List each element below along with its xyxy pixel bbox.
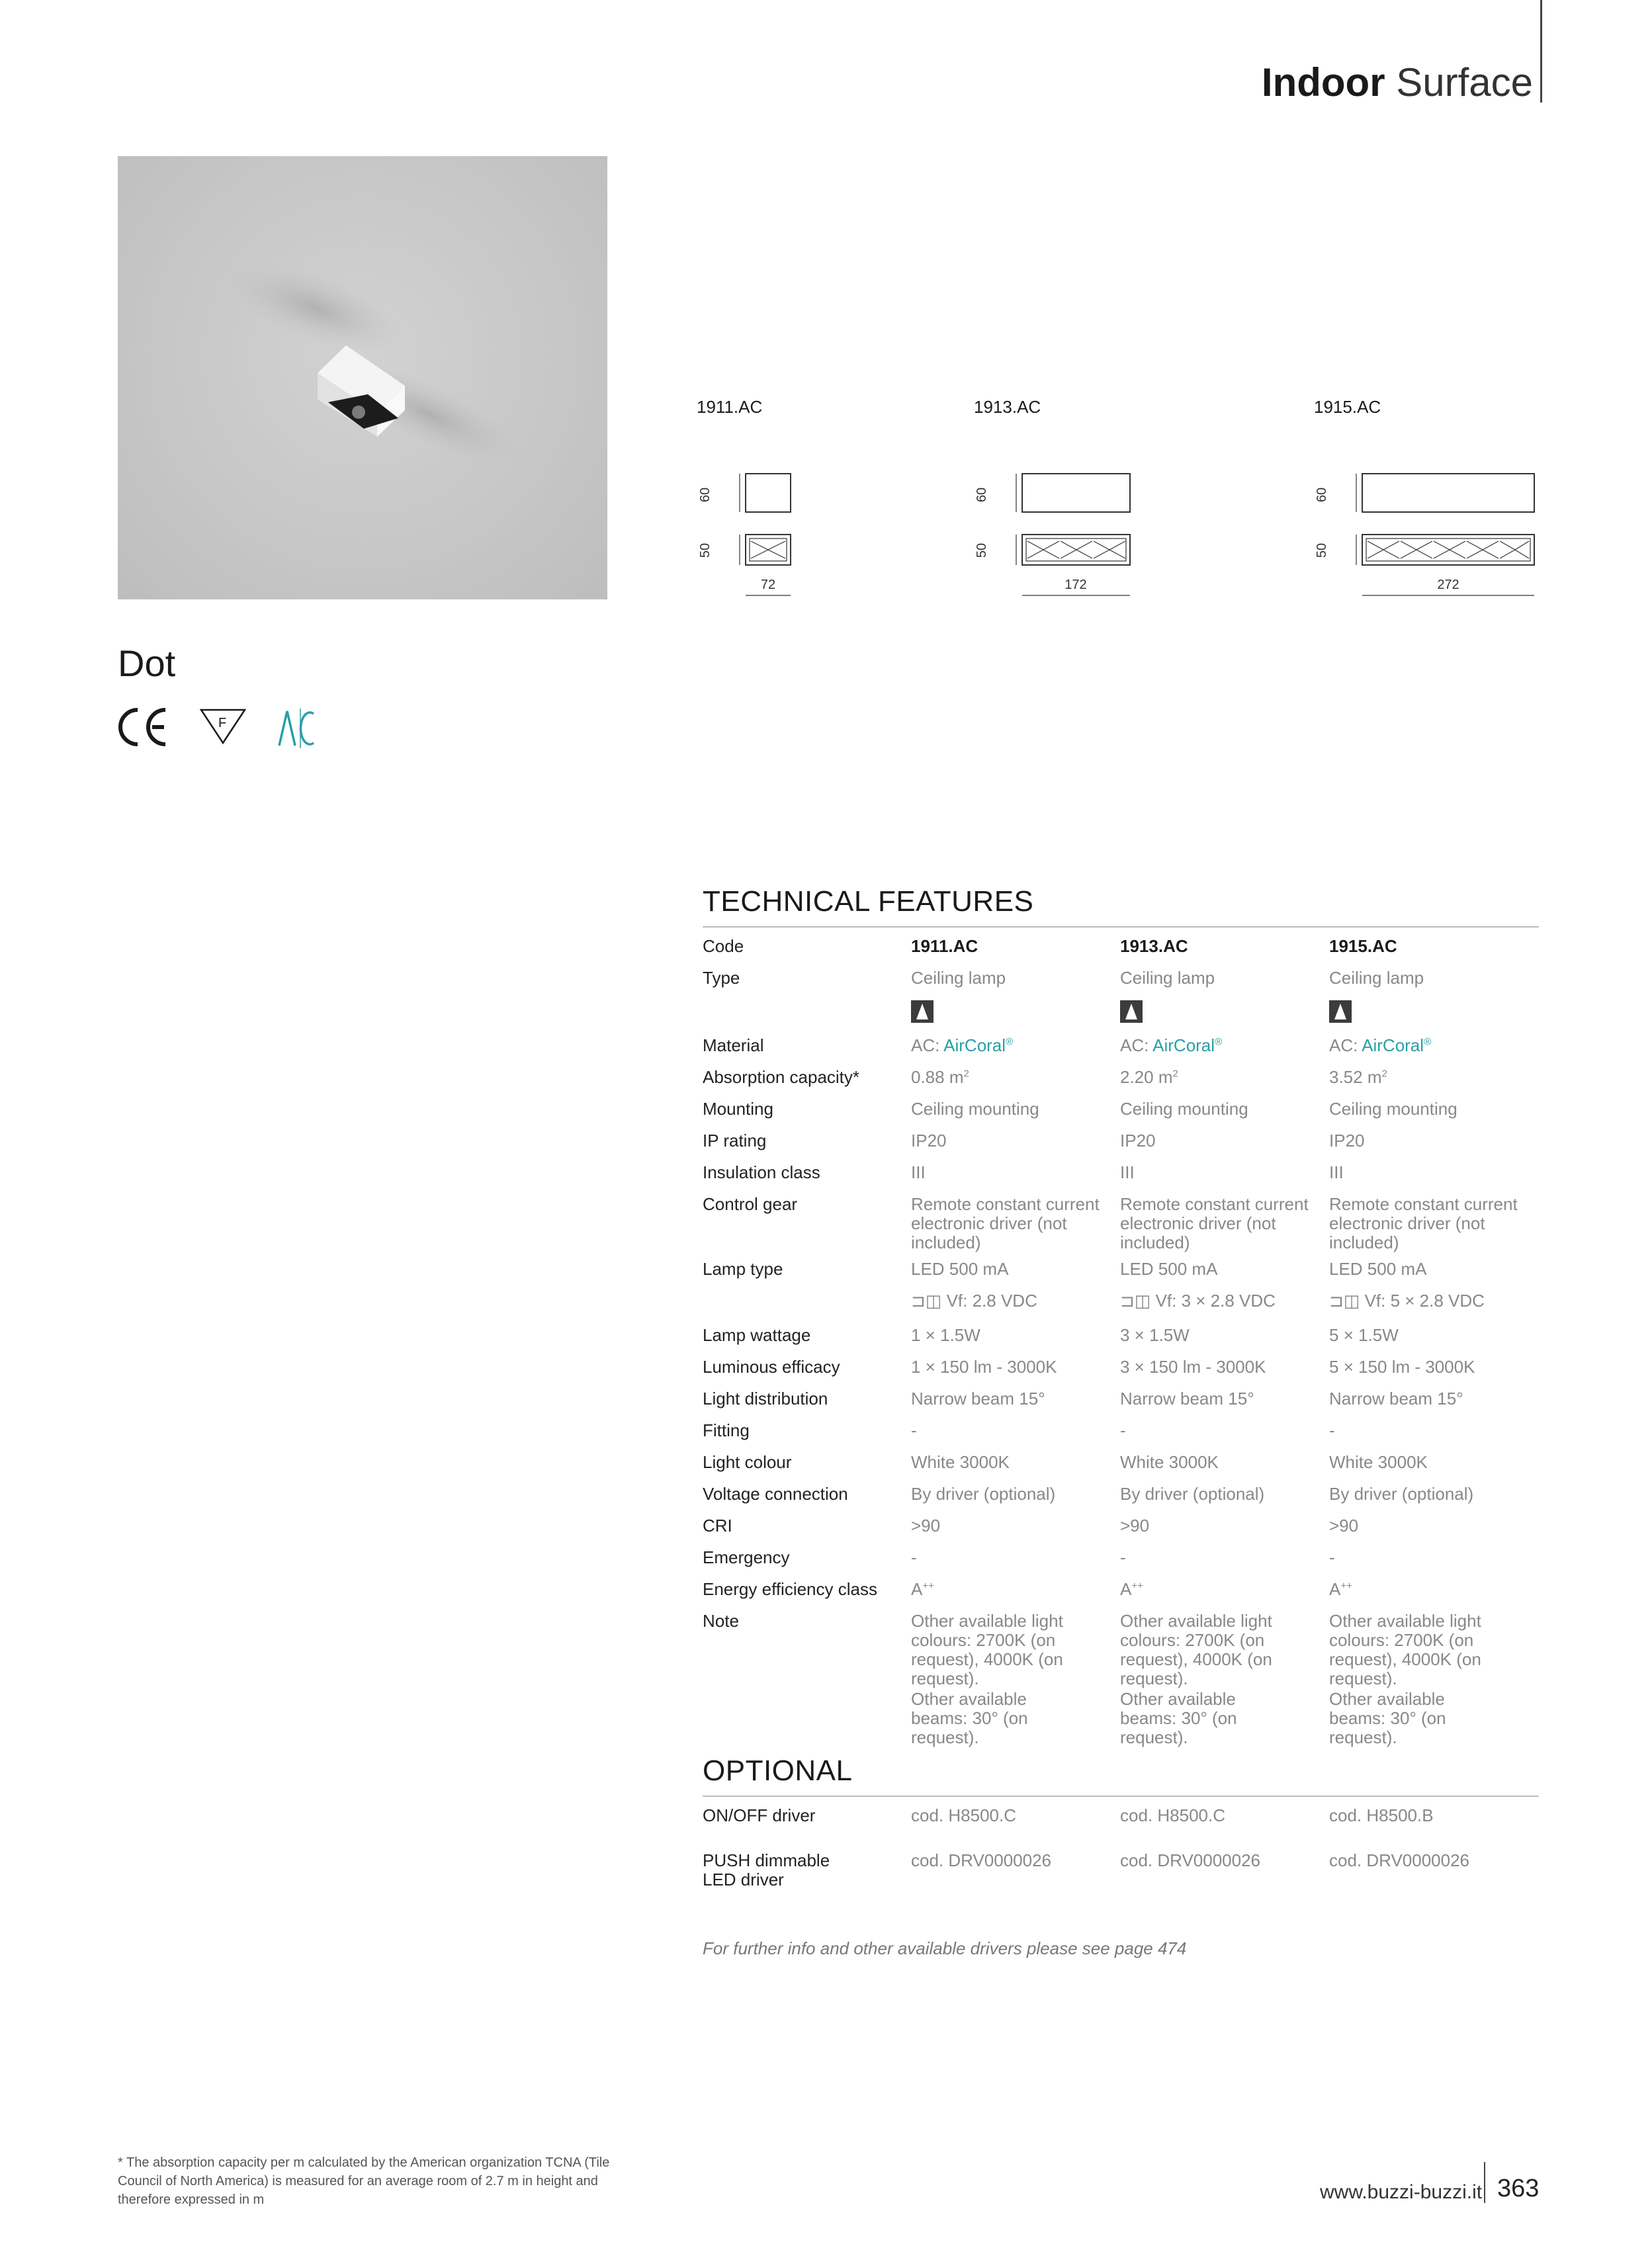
row-label: ON/OFF driver xyxy=(703,1805,816,1825)
value-cell: 1 × 150 lm - 3000K xyxy=(911,1357,1057,1377)
value-cell: Remote constant current electronic driver (not included) xyxy=(911,1194,1100,1252)
drawing-2-height-top: 60 xyxy=(975,487,989,503)
section-title xyxy=(1262,60,1533,105)
certification-row xyxy=(118,705,316,751)
value-cell: cod. DRV0000026 xyxy=(1120,1850,1261,1870)
value-cell: AC: AirCoral® xyxy=(911,1035,1014,1055)
value-cell: Narrow beam 15° xyxy=(1329,1389,1463,1408)
value-cell: LED 500 mA xyxy=(1120,1259,1218,1279)
value-cell: LED 500 mA xyxy=(911,1259,1009,1279)
row-label: IP rating xyxy=(703,1131,767,1150)
website-url: www.buzzi-buzzi.it xyxy=(1320,2181,1483,2203)
value-cell: 5 × 1.5W xyxy=(1329,1325,1399,1345)
value-cell: LED 500 mA xyxy=(1329,1259,1427,1279)
value-cell: Other available light colours: 2700K (on request), 4000K (on request). xyxy=(1329,1611,1481,1688)
value-cell: 1 × 1.5W xyxy=(911,1325,980,1345)
ceiling-lamp-photo xyxy=(118,156,607,599)
value-cell: A++ xyxy=(1329,1579,1352,1599)
ceiling-lamp-icon xyxy=(911,1000,934,1023)
drawing-3-width: 272 xyxy=(1437,578,1459,592)
value-cell: AC: AirCoral® xyxy=(1120,1035,1223,1055)
drawing-1-width: 72 xyxy=(760,578,776,592)
value-cell: A++ xyxy=(911,1579,934,1599)
row-label: Energy efficiency class xyxy=(703,1579,877,1599)
row-label: Mounting xyxy=(703,1099,773,1119)
value-cell: - xyxy=(911,1547,917,1567)
footnote: * The absorption capacity per m calculated by the American organization TCNA (Tile Council of North America) is measured for an average room of 2.7 m in height and therefore expressed in m xyxy=(118,2155,610,2207)
row-label: Light distribution xyxy=(703,1389,828,1408)
row-label: Fitting xyxy=(703,1420,750,1440)
value-cell: IP20 xyxy=(911,1131,947,1150)
led-plug-icon: ⊐◫ xyxy=(1329,1291,1365,1311)
value-cell: - xyxy=(1120,1420,1126,1440)
value-cell: cod. H8500.B xyxy=(1329,1805,1434,1825)
value-cell: White 3000K xyxy=(911,1452,1010,1472)
code-cell: 1915.AC xyxy=(1329,936,1397,956)
optional-title: OPTIONAL xyxy=(703,1754,853,1787)
value-cell: White 3000K xyxy=(1120,1452,1219,1472)
row-label: Emergency xyxy=(703,1547,790,1567)
value-cell: By driver (optional) xyxy=(1329,1484,1474,1504)
value-cell: Ceiling lamp xyxy=(1120,968,1215,988)
value-cell: cod. DRV0000026 xyxy=(1329,1850,1470,1870)
led-plug-icon: ⊐◫ xyxy=(1120,1291,1156,1311)
further-info-note: For further info and other available drivers please see page 474 xyxy=(703,1938,1187,1958)
value-cell: - xyxy=(911,1420,917,1440)
value-cell: 3 × 1.5W xyxy=(1120,1325,1190,1345)
value-cell: By driver (optional) xyxy=(1120,1484,1265,1504)
value-cell: >90 xyxy=(1329,1516,1359,1536)
drawing-code-1913: 1913.AC xyxy=(974,397,1041,417)
ceiling-lamp-icon xyxy=(1329,1000,1352,1023)
code-cell: 1913.AC xyxy=(1120,936,1188,956)
value-cell: Remote constant current electronic driver (not included) xyxy=(1120,1194,1309,1252)
row-label: Light colour xyxy=(703,1452,792,1472)
value-cell: 3.52 $m^2$ xyxy=(1329,1067,1387,1087)
value-cell: ⊐◫ Vf: 2.8 VDC xyxy=(911,1291,1037,1311)
led-plug-icon: ⊐◫ xyxy=(911,1291,947,1311)
row-label: Lamp type xyxy=(703,1259,783,1279)
value-cell: ⊐◫ Vf: 5 × 2.8 VDC xyxy=(1329,1291,1485,1311)
row-label: Luminous efficacy xyxy=(703,1357,840,1377)
value-cell: 2.20 $m^2$ xyxy=(1120,1067,1178,1087)
value-cell: - xyxy=(1329,1547,1335,1567)
code-cell: 1911.AC xyxy=(911,936,978,956)
drawing-1-height-top: 60 xyxy=(698,487,713,503)
value-cell: By driver (optional) xyxy=(911,1484,1056,1504)
value-cell: Ceiling mounting xyxy=(1329,1099,1457,1119)
value-cell: ⊐◫ Vf: 3 × 2.8 VDC xyxy=(1120,1291,1276,1311)
value-cell: Ceiling lamp xyxy=(1329,968,1424,988)
drawing-2-height-bottom: 50 xyxy=(975,542,989,558)
drawing-2-width: 172 xyxy=(1065,578,1087,592)
ceiling-lamp-icon xyxy=(1120,1000,1143,1023)
value-cell: Other available light colours: 2700K (on request), 4000K (on request). xyxy=(1120,1611,1272,1688)
value-cell: Ceiling lamp xyxy=(911,968,1006,988)
value-cell: cod. H8500.C xyxy=(1120,1805,1225,1825)
row-label: Type xyxy=(703,968,740,988)
optional-rule xyxy=(703,1796,1539,1797)
value-cell: IP20 xyxy=(1120,1131,1156,1150)
value-cell: Other available light colours: 2700K (on request), 4000K (on request). xyxy=(911,1611,1063,1688)
section-title-light: Surface xyxy=(1396,60,1533,105)
technical-features-title: TECHNICAL FEATURES xyxy=(703,885,1034,918)
value-cell: Remote constant current electronic driver (not included) xyxy=(1329,1194,1518,1252)
section-title-bold: Indoor xyxy=(1261,60,1385,105)
value-cell: - xyxy=(1120,1547,1126,1567)
value-cell: AC: AirCoral® xyxy=(1329,1035,1432,1055)
row-label: CRI xyxy=(703,1516,732,1536)
f-mark-icon xyxy=(201,710,245,743)
dimension-drawings-svg xyxy=(688,456,1548,609)
ce-mark-icon xyxy=(120,710,165,744)
header-divider xyxy=(1540,0,1542,103)
value-cell: Other available beams: 30° (on request). xyxy=(1329,1689,1446,1747)
row-label: Insulation class xyxy=(703,1162,820,1182)
drawing-3-height-bottom: 50 xyxy=(1315,542,1329,558)
value-cell: White 3000K xyxy=(1329,1452,1428,1472)
value-cell: >90 xyxy=(1120,1516,1150,1536)
row-label: Note xyxy=(703,1611,739,1631)
value-cell: cod. DRV0000026 xyxy=(911,1850,1052,1870)
drawing-1-height-bottom: 50 xyxy=(698,542,713,558)
footer-divider xyxy=(1484,2162,1485,2203)
row-label: Lamp wattage xyxy=(703,1325,811,1345)
value-cell: cod. H8500.C xyxy=(911,1805,1016,1825)
value-cell: Other available beams: 30° (on request). xyxy=(1120,1689,1237,1747)
value-cell: - xyxy=(1329,1420,1335,1440)
value-cell: 5 × 150 lm - 3000K xyxy=(1329,1357,1475,1377)
value-cell: 0.88 $m^2$ xyxy=(911,1067,969,1087)
page-number: 363 xyxy=(1497,2175,1540,2202)
svg-text:F: F xyxy=(218,716,227,730)
row-label: Control gear xyxy=(703,1194,798,1214)
value-cell: Narrow beam 15° xyxy=(1120,1389,1254,1408)
drawing-code-1915: 1915.AC xyxy=(1314,397,1381,417)
row-label: Absorption capacity* xyxy=(703,1067,860,1087)
row-label: PUSH dimmable LED driver xyxy=(703,1850,830,1889)
value-cell: III xyxy=(1120,1162,1135,1182)
value-cell: III xyxy=(1329,1162,1344,1182)
row-label: Code xyxy=(703,936,744,956)
drawing-3-height-top: 60 xyxy=(1315,487,1329,503)
product-photo xyxy=(118,156,607,599)
row-label: Voltage connection xyxy=(703,1484,848,1504)
row-label: Material xyxy=(703,1035,764,1055)
value-cell: Ceiling mounting xyxy=(911,1099,1039,1119)
technical-features-rule xyxy=(703,926,1539,928)
value-cell: Other available beams: 30° (on request). xyxy=(911,1689,1028,1747)
value-cell: III xyxy=(911,1162,926,1182)
value-cell: IP20 xyxy=(1329,1131,1365,1150)
drawing-code-1911: 1911.AC xyxy=(697,397,763,417)
ac-mark-icon xyxy=(279,709,314,748)
value-cell: >90 xyxy=(911,1516,941,1536)
value-cell: A++ xyxy=(1120,1579,1143,1599)
value-cell: 3 × 150 lm - 3000K xyxy=(1120,1357,1266,1377)
value-cell: Narrow beam 15° xyxy=(911,1389,1045,1408)
value-cell: Ceiling mounting xyxy=(1120,1099,1248,1119)
product-name: Dot xyxy=(118,642,176,684)
